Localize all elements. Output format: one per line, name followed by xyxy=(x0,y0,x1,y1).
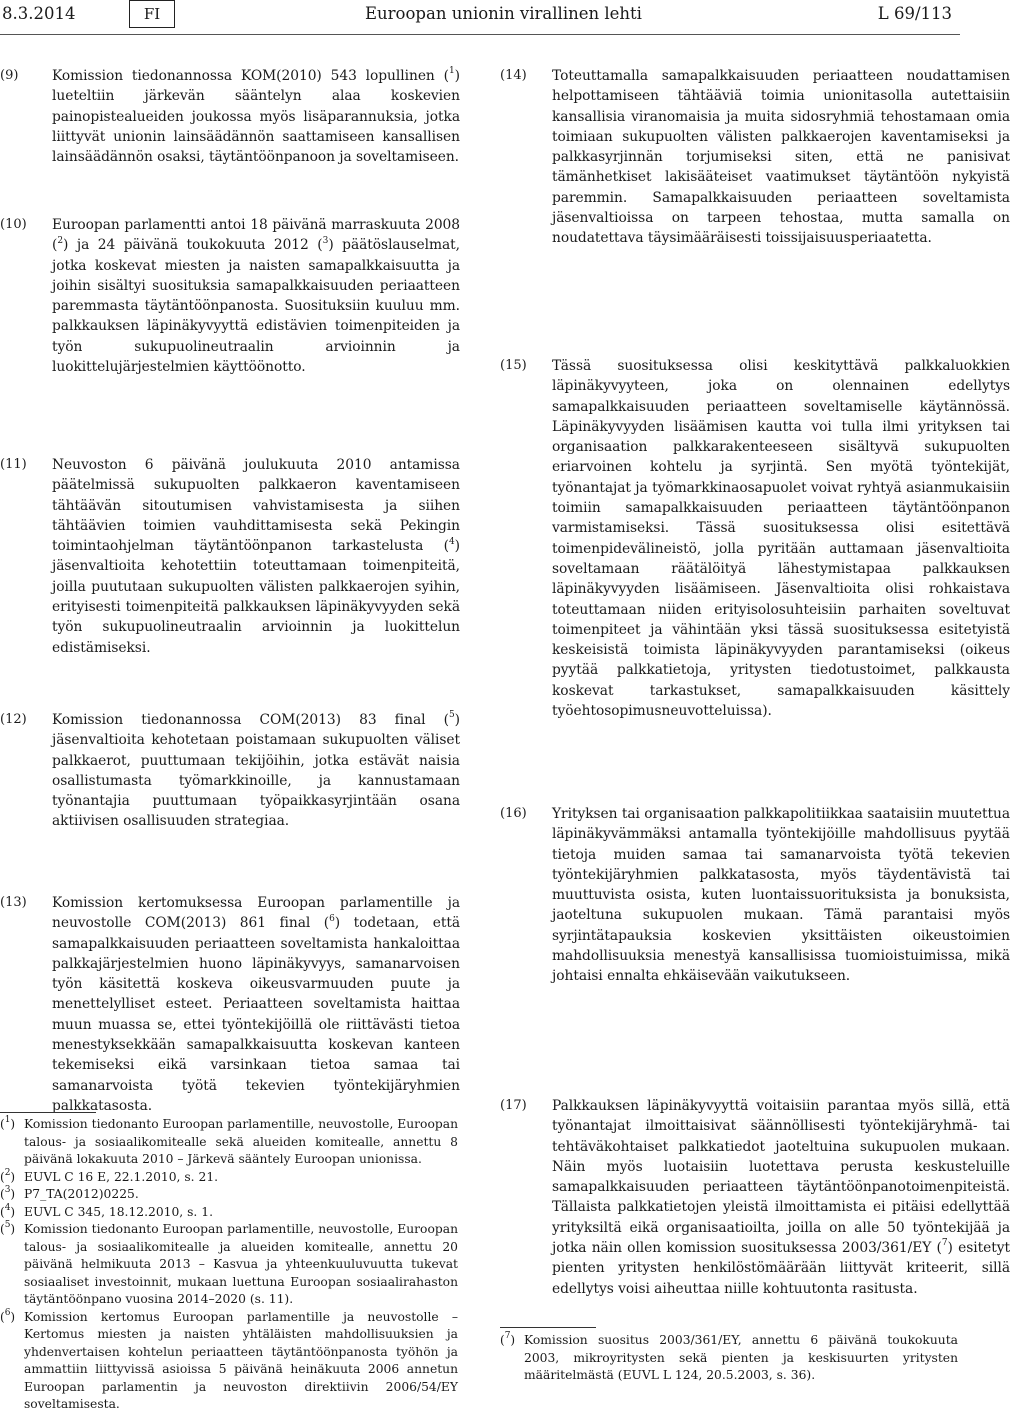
recital-text: Tässä suosituksessa olisi keskityttävä palkkaluokkien läpinäkyvyyteen, joka on olennainen edellytys samapalkkaisuuden periaatteen soveltamiselle käytännössä. Läpinäkyvyyden lisäämisen kautta voi tulla ilmi yrityksen tai organisaation palkkarakenteeseen sisältyvä sukupuolten eriarvoinen kohtelu ja syrjintä. Sen myötä työntekijät, työnantajat ja työmarkkinaosapuolet voivat ryhtyä asianmukaisiin toimiin samapalkkaisuuden periaatteen täytäntöönpanon varmistamiseksi. Tässä suosituksessa olisi esitettävä toimenpidevälineistö, jolla pyritään auttamaan jäsenvaltioita soveltamaan räätälöityä lähestymistapaa palkkauksen läpinäkyvyyden lisäämiseen. Jäsenvaltioita olisi rohkaistava toteuttamaan niiden erityisolosuhteisiin parhaiten soveltuvat toimenpiteet ja vähintään yksi tässä suosituksessa esitetyistä keskeisistä toimista läpinäkyvyyden parantamiseksi (oikeus pyytää palkkatietoja, yritysten tiedotustoimet, palkkausta koskevat tarkastukset, samapalkkaisuuden käsittely työehtosopimusneuvotteluissa). xyxy=(552,358,1010,720)
recital-number: (17) xyxy=(500,1098,527,1113)
recital-number: (11) xyxy=(0,457,27,472)
recital-text: Komission tiedonannossa COM(2013) 83 final ($^5$) jäsenvaltioita kehotetaan poistamaan sukupuolten väliset palkkaerot, puuttumaan tekijöihin, jotka estävät naisia osallistumasta työmarkkinoille, ja kannustamaan työnantajia puuttumaan työpaikkasyrjintään osana aktiivisen osallisuuden strategiaa. xyxy=(52,710,460,830)
footnote-ref: 5 xyxy=(448,710,455,721)
footnote-3: ($^3$) P7_TA(2012)0225. xyxy=(0,1185,139,1201)
recital-number: (13) xyxy=(0,895,27,910)
recital-text: Toteuttamalla samapalkkaisuuden periaatteen noudattamisen helpottamiseen tähtääviä toimia unionitasolla autettaisiin kansallisia viranomaisia ja muita sidosryhmiä tehostamaan omia toimiaan sukupuolten välisten palkkaerojen kaventamiseksi ja palkkasyrjinnän torjumiseksi siten, että ne panisivat tämänhetkiset lakisääteiset vaatimukset täytäntöön nykyistä paremmin. Samapalkkaisuuden periaatteen soveltamista jäsenvaltioissa on tarpeen tehostaa, mutta samalla on noudatettava täysimääräisesti toissijaisuusperiaatetta. xyxy=(552,68,1010,247)
footnote-ref: 3 xyxy=(322,235,329,246)
recital-number: (15) xyxy=(500,358,527,373)
recital-text: Komission kertomuksessa Euroopan parlamentille ja neuvostolle COM(2013) 861 final ($^6$) todetaan, että samapalkkaisuuden periaatteen soveltamista hankaloittaa palkkajärjestelmien huono läpinäkyvyys, samanarvoisen työn käsitettä koskeva oikeusvarmuuden puute ja menettelylliset esteet. Periaatteen soveltamista haittaa muun muassa se, ettei työntekijöillä ole riittävästi tietoa menestyksekkään samapalkkaisuutta koskevan kanteen tekemiseksi eikä varsinkaan tietoa samaa tai samanarvoista työtä tekevien työntekijäryhmien palkkatasosta. xyxy=(52,895,461,1114)
footnote-number: 4 xyxy=(4,1202,11,1213)
header-rule xyxy=(0,34,960,35)
footnote-1: ($^1$) Komission tiedonanto Euroopan parlamentille, neuvostolle, Euroopan talous- ja sosiaalikomitealle sekä alueiden komitealle, annettu 8 päivänä lokakuuta 2010 – Järkevä sääntely Euroopan unionissa. xyxy=(0,1115,458,1166)
recital-15 xyxy=(500,356,1010,721)
footnote-number: 7 xyxy=(504,1331,511,1341)
recital-11 xyxy=(0,455,460,658)
language-box: FI xyxy=(129,0,175,28)
footnote-ref: 4 xyxy=(448,536,455,547)
footnote-2: ($^2$) EUVL C 16 E, 22.1.2010, s. 21. xyxy=(0,1167,219,1184)
footnote-ref: 7 xyxy=(941,1238,948,1249)
footnote-6: ($^6$) Komission kertomus Euroopan parlamentille ja neuvostolle – Kertomus miesten ja naisten yhtäläisten mahdollisuuksien ja yhdenvertaisen kohtelun periaatteen täytäntöönpanosta työhön ja ammattiin liittyvissä asioissa 5 päivänä heinäkuuta 2006 annetun Euroopan parlamentin ja neuvoston direktiivin 2006/54/EY soveltamisesta. xyxy=(0,1307,458,1411)
footnote-text: EUVL C 16 E, 22.1.2010, s. 21. xyxy=(24,1169,219,1184)
recital-text: Yrityksen tai organisaation palkkapolitiikkaa saataisiin muutettua läpinäkyvämmäksi antamalla työntekijöille mahdollisuus pyytää tietoja muiden samaa tai samanarvoista työtä tekevien työntekijäryhmien palkkatasosta, myös täydentävistä tai muuttuvista osista, kuten luontaissuorituksista ja bonuksista, jaoteltuna sukupuolen mukaan. Tämä parantaisi myös syrjintätapauksia koskevien yksittäisten oikeustoimien mahdollisuuksia menestyä kansallisissa tuomioistuimissa, mikä johtaisi ennalta ehkäisevään vaikutukseen. xyxy=(552,806,1010,985)
footnote-number: 5 xyxy=(4,1220,11,1230)
journal-title: Euroopan unionin virallinen lehti xyxy=(365,4,642,23)
recital-number: (14) xyxy=(500,68,527,83)
footnote-number: 1 xyxy=(4,1115,11,1125)
footnote-ref: 6 xyxy=(329,913,335,924)
recital-number: (12) xyxy=(0,712,27,727)
footnote-ref: 1 xyxy=(448,66,455,77)
recital-10 xyxy=(0,215,460,377)
recital-number: (9) xyxy=(0,68,19,83)
page-header xyxy=(0,0,960,36)
publication-date: 8.3.2014 xyxy=(2,4,76,23)
recital-16 xyxy=(500,804,1010,987)
footnote-7: ($^7$) Komission suositus 2003/361/EY, annettu 6 päivänä toukokuuta 2003, mikroyritysten sekä pienten ja keskisuurten yritysten määritelmästä (EUVL L 124, 20.5.2003, s. 36). xyxy=(500,1331,958,1382)
footnote-text: Komission kertomus Euroopan parlamentille ja neuvostolle – Kertomus miesten ja naisten yhtäläisten mahdollisuuksien ja yhdenvertaisen kohtelun periaatteen täytäntöönpanosta työhön ja ammattiin liittyvissä asioissa 5 päivänä heinäkuuta 2006 annetun Euroopan parlamentin ja neuvoston direktiivin 2006/54/EY soveltamisesta. xyxy=(24,1309,458,1411)
recital-text: Komission tiedonannossa KOM(2010) 543 lopullinen ($^1$) lueteltiin järkevän sääntelyn alaa koskevien painopistealueiden joukossa myös lisäparannuksia, jotka liittyvät unionin lainsäädännön saattamiseen kansallisen lainsäädännön osaksi, täytäntöönpanoon ja soveltamiseen. xyxy=(52,66,460,166)
recital-text: Palkkauksen läpinäkyvyyttä voitaisiin parantaa myös sillä, että työnantajat ilmoittaisivat säännöllisesti työntekijäryhmä- tai tehtäväkohtaiset palkkatiedot jaoteltuina sukupuolen mukaan. Näin myös luotaisiin luotettava perusta keskusteluille samapalkkaisuuden periaatteen täytäntöönpanotoimenpiteistä. Tällaista palkkatietojen yleistä ilmoittamista ei pitäisi edellyttää yrityksiltä eikä organisaatioilta, joilla on alle 50 työntekijää ja jotka näin ollen komission suosituksessa 2003/361/EY ($^7$) esitetyt pienten yritysten henkilöstömäärään liittyvät kriteerit, sillä edellytys voisi aiheuttaa niille kohtuutonta rasitusta. xyxy=(552,1098,1010,1297)
footnote-text: EUVL C 345, 18.12.2010, s. 1. xyxy=(24,1204,213,1219)
footnote-text: P7_TA(2012)0225. xyxy=(24,1187,139,1201)
footnote-4: ($^4$) EUVL C 345, 18.12.2010, s. 1. xyxy=(0,1202,213,1219)
recital-12 xyxy=(0,710,460,832)
footnote-5: ($^5$) Komission tiedonanto Euroopan parlamentille, neuvostolle, Euroopan talous- ja sosiaalikomitealle ja alueiden komitealle, annettu 20 päivänä helmikuuta 2013 – Kasvua ja yhteenkuuluvuutta tukevat sosiaaliset investoinnit, mukaan luettuna Euroopan sosiaalirahaston täytäntöönpano vuosina 2014–2020 (s. 11). xyxy=(0,1220,458,1306)
footnote-separator xyxy=(0,1112,96,1113)
recital-text: Euroopan parlamentti antoi 18 päivänä marraskuuta 2008 ($^2$) ja 24 päivänä toukokuuta 2012 ($^3$) päätöslauselmat, jotka koskevat miesten ja naisten samapalkkaisuutta ja joihin sisältyi suosituksia samapalkkaisuuden periaatteen paremmasta täytäntöönpanosta. Suosituksiin kuuluu mm. palkkauksen läpinäkyvyyttä edistävien toimenpiteiden ja työn sukupuolineutraalin arvioinnin ja luokittelujärjestelmien käyttöönotto. xyxy=(52,217,460,376)
footnote-text: Komission tiedonanto Euroopan parlamentille, neuvostolle, Euroopan talous- ja sosiaalikomitealle ja alueiden komitealle, annettu 20 päivänä helmikuuta 2013 – Kasvua ja yhteenkuuluvuutta tukevat sosiaaliset investoinnit, mukaan luettuna Euroopan sosiaalirahaston täytäntöönpano vuosina 2014–2020 (s. 11). xyxy=(24,1222,458,1306)
footnote-separator xyxy=(500,1327,596,1328)
footnotes-left xyxy=(0,1116,458,1414)
recital-number: (16) xyxy=(500,806,527,821)
recital-13 xyxy=(0,893,460,1116)
footnote-text: Komission tiedonanto Euroopan parlamentille, neuvostolle, Euroopan talous- ja sosiaalikomitealle sekä alueiden komitealle, annettu 8 päivänä lokakuuta 2010 – Järkevä sääntely Euroopan unionissa. xyxy=(24,1117,458,1166)
recital-14 xyxy=(500,66,1010,249)
recital-9 xyxy=(0,66,460,167)
footnote-number: 2 xyxy=(4,1167,11,1178)
footnote-number: 6 xyxy=(4,1307,11,1318)
recital-number: (10) xyxy=(0,217,27,232)
footnote-text: Komission suositus 2003/361/EY, annettu 6 päivänä toukokuuta 2003, mikroyritysten sekä pienten ja keskisuurten yritysten määritelmästä (EUVL L 124, 20.5.2003, s. 36). xyxy=(524,1333,958,1382)
page-number: L 69/113 xyxy=(877,4,952,23)
footnotes-right xyxy=(500,1332,958,1385)
recital-text: Neuvoston 6 päivänä joulukuuta 2010 antamissa päätelmissä sukupuolten palkkaeron kaventamiseen tähtäävän sitoutumisen vahvistamisesta ja siihen tähtäävien toimien vauhdittamisesta sekä Pekingin toimintaohjelman täytäntöönpanon tarkastelusta ($^4$) jäsenvaltioita kehotettiin toteuttamaan toimenpiteitä, joilla puututaan sukupuolten välisten palkkaerojen syihin, erityisesti toimenpiteitä palkkauksen läpinäkyvyyden sekä työn sukupuolineutraalin arvioinnin ja luokittelun edistämiseksi. xyxy=(52,457,460,656)
footnote-number: 3 xyxy=(4,1185,11,1195)
footnote-ref: 2 xyxy=(57,235,64,246)
recital-17 xyxy=(500,1096,1010,1299)
